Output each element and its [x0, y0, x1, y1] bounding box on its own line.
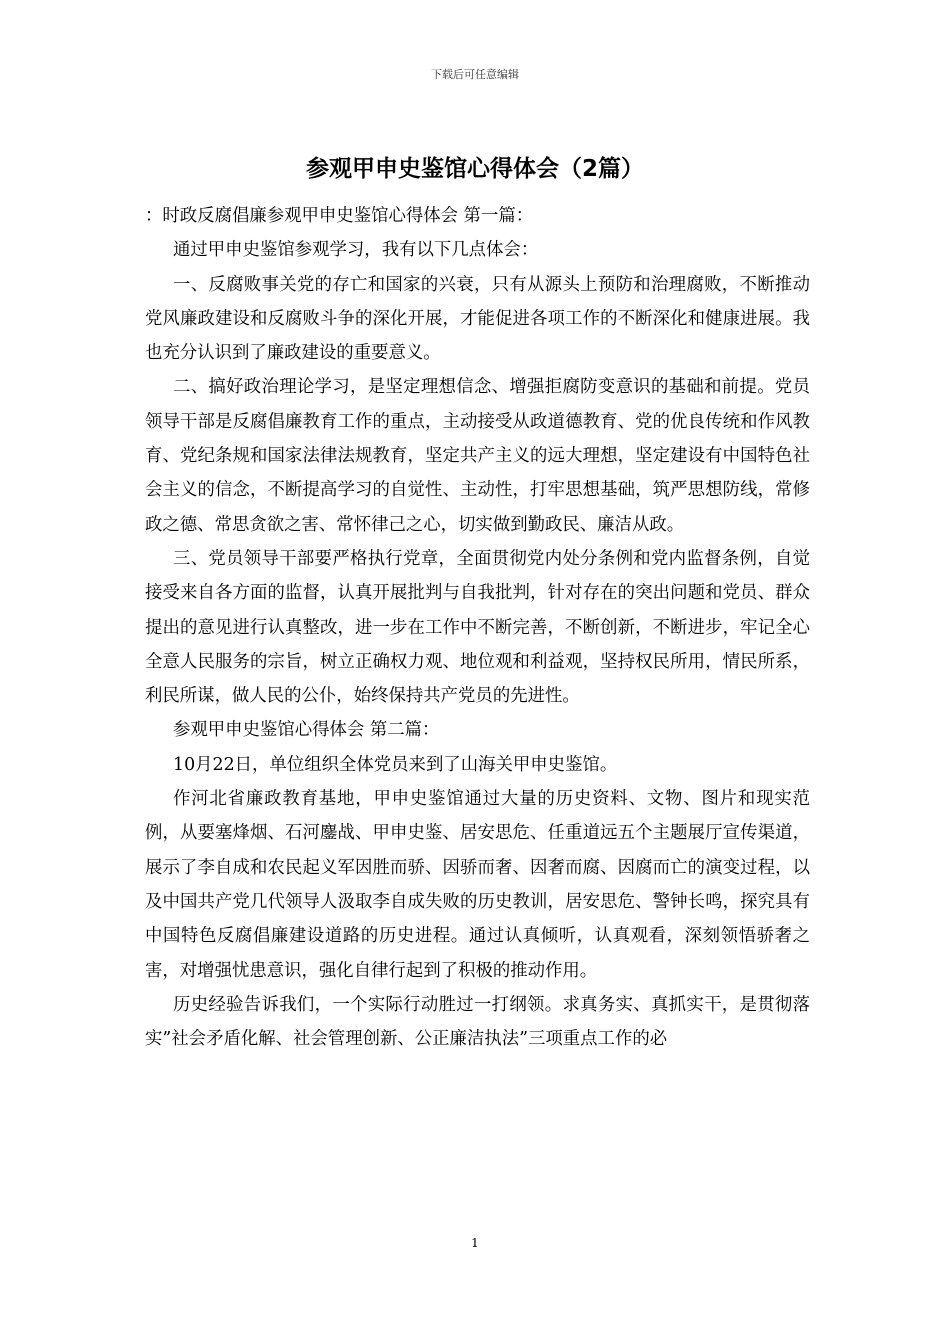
paragraph: 10月22日，单位组织全体党员来到了山海关甲申史鉴馆。: [173, 754, 618, 775]
page-header: 下载后可任意编辑: [431, 68, 519, 81]
paragraph: 二、搞好政治理论学习，是坚定理想信念、增强拒腐防变意识的基础和前提。党员领导干部是反腐倡廉教育工作的重点，主动接受从政道德教育、党的优良传统和作风教育、党纪条规和国家法律法规教育，坚定共产主义的远大理想，坚定建设有中国特色社会主义的信念，不断提高学习的自觉性、主动性，打牢思想基础，筑严思想防线，常修政之德、常思贪欲之害、常怀律己之心，切实做到勤政民、廉洁从政。: [145, 377, 810, 535]
paragraph: 历史经验告诉我们，一个实际行动胜过一打纲领。求真务实、真抓实干，是贯彻落实”社会矛盾化解、社会管理创新、公正廉洁执法”三项重点工作的必: [145, 994, 810, 1050]
document-body: [145, 199, 810, 1056]
paragraph: 作河北省廉政教育基地，甲申史鉴馆通过大量的历史资料、文物、图片和现实范例，从要塞烽烟、石河鏖战、甲申史鉴、居安思危、任重道远五个主题展厅宣传渠道，展示了李自成和农民起义军因胜而骄、因骄而奢、因奢而腐、因腐而亡的演变过程，以及中国共产党几代领导人汲取李自成失败的历史教训，居安思危、警钟长鸣，探究具有中国特色反腐倡廉建设道路的历史进程。通过认真倾听，认真观看，深刻领悟骄奢之害，对增强忧患意识，强化自律行起到了积极的推动作用。: [145, 789, 810, 981]
page-number: 1: [471, 1236, 479, 1250]
paragraph: 一、反腐败事关党的存亡和国家的兴衰，只有从源头上预防和治理腐败，不断推动党风廉政建设和反腐败斗争的深化开展，才能促进各项工作的不断深化和健康进展。我也充分认识到了廉政建设的重要意义。: [145, 274, 810, 364]
section-heading: 参观甲申史鉴馆心得体会 第二篇：: [173, 720, 440, 741]
document-title: 参观甲申史鉴馆心得体会（2篇）: [305, 156, 644, 182]
paragraph-intro: ：时政反腐倡廉参观甲申史鉴馆心得体会 第一篇：: [145, 206, 534, 226]
paragraph: 三、党员领导干部要严格执行党章，全面贯彻党内处分条例和党内监督条例，自觉接受来自各方面的监督，认真开展批判与自我批判，针对存在的突出问题和党员、群众提出的意见进行认真整改，进一步在工作中不断完善，不断创新，不断进步，牢记全心全意人民服务的宗旨，树立正确权力观、地位观和利益观，坚持权民所用，情民所系，利民所谋，做人民的公仆，始终保持共产党员的先进性。: [145, 548, 810, 707]
paragraph: 通过甲申史鉴馆参观学习，我有以下几点体会：: [173, 240, 539, 261]
